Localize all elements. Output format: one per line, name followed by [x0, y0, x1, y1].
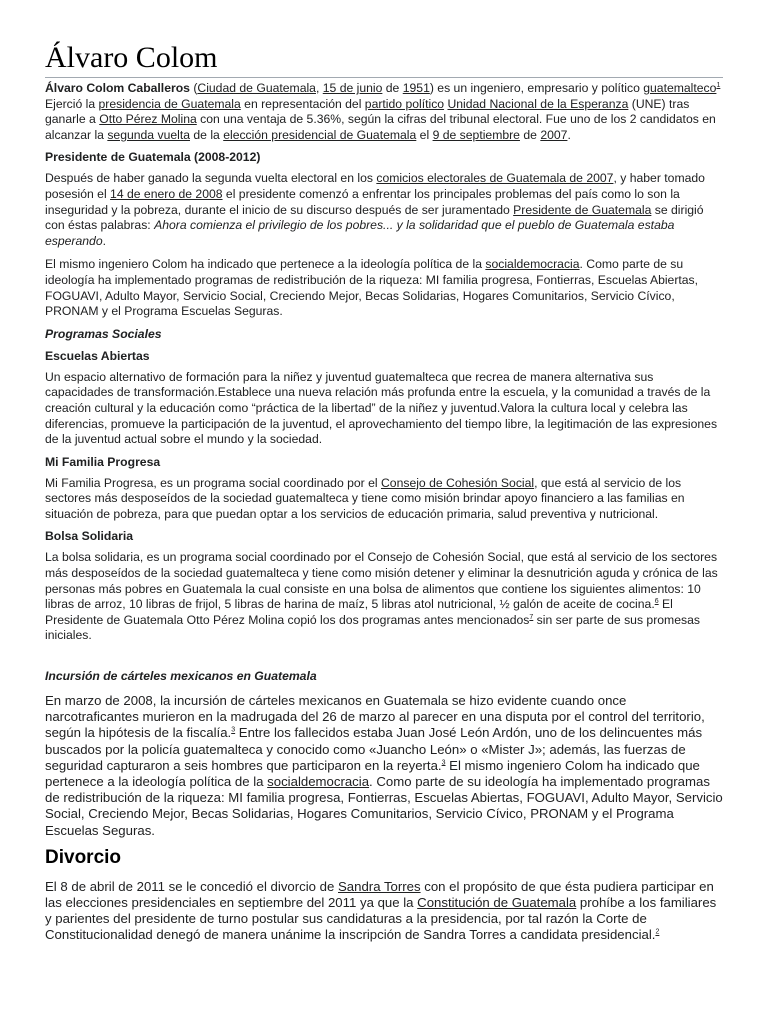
heading-carteles: Incursión de cárteles mexicanos en Guatemala	[45, 669, 317, 684]
text: (	[189, 81, 198, 95]
link-socialdemocracia[interactable]: socialdemocracia	[485, 257, 580, 272]
link-constitucion-de-guatemala[interactable]: Constitución de Guatemala	[417, 895, 577, 911]
link-eleccion-presidencial[interactable]: elección presidencial de Guatemala	[223, 127, 417, 142]
heading-presidente: Presidente de Guatemala (2008-2012)	[45, 150, 261, 165]
text: El Presidente de Guatemala Otto Pérez Molina copió los dos programas antes mencionados	[45, 597, 673, 627]
link-presidente-de-guatemala[interactable]: Presidente de Guatemala	[513, 202, 652, 217]
text: prohíbe a los familiares y parientes del presidente de turno postular sus candidaturas a la presidencia, por tal razón la Corte de Constitucionalidad denegó de manera unánime la inscripción de Sandra Torres a candidata presidencial.	[45, 895, 717, 943]
text: En marzo de 2008, la incursión de cárteles mexicanos en Guatemala se hizo evidente cuando once narcotraficantes murieron en la madrugada del 26 de marzo al parecer en una disputa por el control del territorio, según la hipótesis de la fiscalía.	[45, 693, 705, 741]
quote: Ahora comienza el privilegio de los pobres... y la solidaridad que el pueblo de Guatemala estaba esperando	[45, 218, 675, 248]
text: El mismo ingeniero Colom ha indicado que pertenece a la ideología política de la	[45, 257, 486, 272]
text: Ejerció la	[45, 96, 99, 111]
heading-escuelas-abiertas: Escuelas Abiertas	[45, 348, 150, 363]
reference-6[interactable]: 6	[654, 598, 659, 606]
text: con una ventaja de 5.36%, según la cifras del tribunal electoral. Fue uno de los 2 candidatos en alcanzar la	[45, 112, 716, 142]
text: ,	[315, 81, 323, 95]
link-guatemalteco[interactable]: guatemalteco	[643, 81, 717, 95]
text: , que está al servicio de los sectores más desposeídos de la sociedad guatemalteca y tiene como misión brindar apoyo financiero a las familias en situación de pobreza, para que puedan optar a los servicios de educación primaria, salud preventiva y nutricional.	[45, 475, 685, 521]
text: de la	[190, 127, 224, 142]
text: El mismo ingeniero Colom ha indicado que pertenece a la ideología política de la	[45, 757, 700, 790]
text: se dirigió con éstas palabras:	[45, 202, 704, 233]
escuelas-paragraph: Un espacio alternativo de formación para la niñez y juventud guatemalteca que recrea de manera alternativa sus capacidades de transformación.Establece una nueva relación más profunda entre la escuela, y la comunidad a través de la creación cultural y la educación como “práctica de la libertad” de la niñez y juventud.Valora la cultura local y celebra las diferencias, promueve la participación de la juventud, el aprovechamiento del tiempo libre, la legitimación de las expresiones de la juventud actual sobre el mundo y la sociedad.	[45, 369, 718, 447]
intro-paragraph	[45, 81, 723, 143]
text: . Como parte de su ideología ha implementado programas de redistribución de la riqueza: MI familia progresa, Fontierras, Escuelas Abiertas, FOGUAVI, Adulto Mayor, Servicio Social, Creciendo Mejor, Becas Solidarias, Hogares Comunitarios, Servicio Cívico, PRONAM y el Programa Escuelas Seguras.	[45, 257, 699, 319]
text: Entre los fallecidos estaba Juan José León Ardón, uno de los delincuentes más buscados por la policía guatemalteca y conocido como «Juancho León» o «Mister J»; además, las fuerzas de seguridad capturaron a seis hombres que participaron en la reyerta.	[45, 725, 703, 773]
link-sandra-torres[interactable]: Sandra Torres	[338, 878, 421, 894]
text: El 8 de abril de 2011 se le concedió el divorcio de	[45, 878, 338, 894]
ideologia-paragraph	[45, 257, 723, 319]
heading-mi-familia-progresa: Mi Familia Progresa	[45, 454, 161, 469]
reference-2[interactable]: 2	[655, 929, 660, 937]
text: ) es un ingeniero, empresario y político	[429, 81, 644, 95]
text: .	[567, 127, 571, 142]
link-partido-politico[interactable]: partido político	[364, 96, 445, 111]
reference-3[interactable]: 3	[231, 727, 236, 735]
text: de	[382, 81, 403, 95]
link-socialdemocracia[interactable]: socialdemocracia	[267, 774, 370, 790]
text: sin ser parte de sus promesas iniciales.	[45, 612, 700, 643]
link-1951[interactable]: 1951	[402, 81, 430, 95]
text: Mi Familia Progresa, es un programa social coordinado por el	[45, 475, 381, 490]
page-title: Álvaro Colom	[45, 40, 723, 78]
text: en representación del	[240, 96, 365, 111]
reference-7[interactable]: 7	[529, 613, 534, 621]
article	[45, 40, 723, 944]
reference-3[interactable]: 3	[441, 759, 446, 767]
reference-1[interactable]: 1	[716, 81, 721, 89]
text: La bolsa solidaria, es un programa social coordinado por el Consejo de Cohesión Social, que está al servicio de los sectores más desposeídos de la sociedad guatemalteca y tiene como misión detener y eliminar la desnutrición aguda y crónica de las personas más pobres en Guatemala la cual consiste en una bolsa de alimentos que contiene los siguientes alimentos: 10 libras de arroz, 10 libras de frijol, 5 libras de harina de maíz, 5 libras atol nutricional, ½ galón de aceite de cocina.	[45, 550, 718, 612]
link-consejo-cohesion-social[interactable]: Consejo de Cohesión Social	[381, 475, 535, 490]
link-2007[interactable]: 2007	[540, 127, 568, 142]
link-9-de-septiembre[interactable]: 9 de septiembre	[432, 127, 520, 142]
text: , y haber tomado posesión el	[45, 171, 705, 201]
text: el presidente comenzó a enfrentar los principales problemas del país como lo son la inseguridad y la pobreza, durante el inicio de su discurso después de ser juramentado	[45, 186, 680, 217]
link-14-enero-2008[interactable]: 14 de enero de 2008	[110, 186, 223, 201]
subject-name: Álvaro Colom Caballeros	[45, 81, 190, 95]
familia-paragraph	[45, 476, 723, 523]
link-segunda-vuelta[interactable]: segunda vuelta	[107, 127, 190, 142]
carteles-paragraph	[45, 693, 723, 839]
presidente-paragraph	[45, 171, 723, 249]
text: con el propósito de que ésta pudiera participar en las elecciones presidenciales en septiembre del 2011 ya que la	[45, 878, 714, 911]
heading-programas-sociales: Programas Sociales	[45, 326, 162, 341]
link-otto-perez-molina[interactable]: Otto Pérez Molina	[99, 112, 197, 127]
link-comicios-2007[interactable]: comicios electorales de Guatemala de 2007	[376, 171, 614, 186]
text: Después de haber ganado la segunda vuelta electoral en los	[45, 171, 377, 186]
text: . Como parte de su ideología ha implementado programas de redistribución de la riqueza: MI familia progresa, Fontierras, Escuelas Abiertas, FOGUAVI, Adulto Mayor, Servicio Social, Creciendo Mejor, Becas Solidarias, Hogares Comunitarios, Servicio Cívico, PRONAM y el Programa Escuelas Seguras.	[45, 774, 723, 838]
link-une[interactable]: Unidad Nacional de la Esperanza	[447, 96, 629, 111]
link-presidencia-de-guatemala[interactable]: presidencia de Guatemala	[98, 96, 241, 111]
text: el	[416, 127, 433, 142]
heading-bolsa-solidaria: Bolsa Solidaria	[45, 529, 134, 544]
bolsa-paragraph	[45, 550, 723, 644]
text: de	[519, 127, 541, 142]
link-ciudad-de-guatemala[interactable]: Ciudad de Guatemala	[197, 81, 316, 95]
text: (UNE) tras ganarle a	[45, 96, 690, 127]
link-15-de-junio[interactable]: 15 de junio	[322, 81, 383, 95]
divorcio-paragraph	[45, 879, 723, 944]
text: .	[102, 233, 106, 248]
heading-divorcio: Divorcio	[45, 846, 122, 868]
